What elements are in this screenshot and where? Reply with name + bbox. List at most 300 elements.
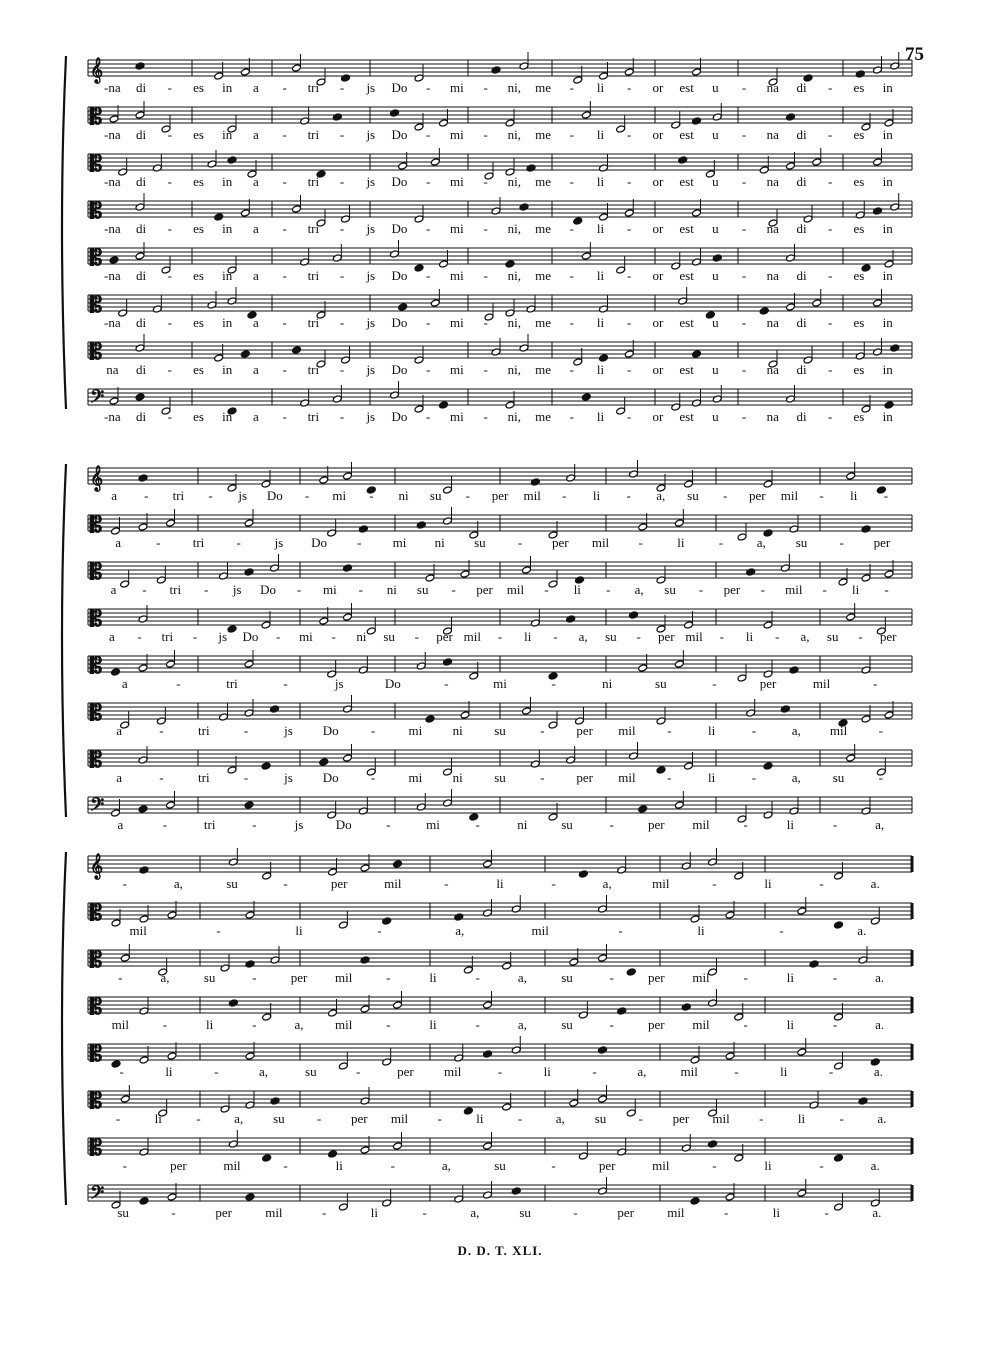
note-head xyxy=(439,401,449,409)
lyric-syllable: a. xyxy=(857,923,867,938)
note-head xyxy=(416,803,426,811)
lyric-syllable: - xyxy=(540,770,545,785)
lyric-syllable: a xyxy=(116,723,123,738)
lyric-syllable: in xyxy=(222,268,233,283)
note-head xyxy=(443,517,453,525)
staff xyxy=(88,895,912,938)
note-head xyxy=(220,964,230,972)
lyric-syllable: me xyxy=(535,362,552,377)
note-head xyxy=(214,354,224,362)
lyric-syllable: me xyxy=(535,221,552,236)
note-head xyxy=(734,872,744,880)
note-head xyxy=(382,1199,392,1207)
lyric-syllable: - xyxy=(142,582,147,597)
lyric-syllable: mil xyxy=(692,970,710,985)
note-head xyxy=(166,801,176,809)
lyric-syllable: - xyxy=(483,127,488,142)
lyric-syllable: mil xyxy=(618,723,636,738)
lyric-syllable: - xyxy=(760,582,766,597)
lyric-syllable: - xyxy=(698,582,704,597)
lyric-syllable: a xyxy=(253,362,259,377)
lyric-syllable: - xyxy=(627,221,632,236)
lyric-syllable: a xyxy=(253,127,259,142)
note-head xyxy=(240,350,250,358)
note-head xyxy=(890,344,900,352)
lyric-syllable: - xyxy=(465,488,471,503)
lyric-syllable: - xyxy=(741,127,747,142)
note-head xyxy=(656,717,666,725)
lyric-syllable: - xyxy=(282,268,287,283)
note-head xyxy=(846,754,856,762)
note-head xyxy=(416,521,426,529)
note-head xyxy=(734,1154,744,1162)
lyric-syllable: - xyxy=(159,770,164,785)
lyric-syllable: - xyxy=(741,174,747,189)
alto-clef-icon: 𝄡 xyxy=(90,104,103,130)
lyric-syllable: di xyxy=(796,268,807,283)
lyric-syllable: - xyxy=(282,362,287,377)
note-head xyxy=(138,474,148,482)
lyric-syllable: mil xyxy=(444,1064,462,1079)
lyric-syllable: - xyxy=(551,876,556,891)
lyric-syllable: - xyxy=(167,362,172,377)
lyric-syllable: - xyxy=(156,535,161,550)
note-head xyxy=(624,209,634,217)
note-head xyxy=(111,809,121,817)
lyric-syllable: - xyxy=(828,1064,834,1079)
lyric-syllable: su xyxy=(664,582,676,597)
lyric-syllable: me xyxy=(535,409,552,424)
lyric-syllable: - xyxy=(775,629,780,644)
note-head xyxy=(382,917,392,925)
lyric-syllable: li xyxy=(786,970,794,985)
note-head xyxy=(430,158,440,166)
lyric-syllable: ni xyxy=(386,582,397,597)
lyric-syllable: Do xyxy=(384,676,401,691)
lyric-syllable: su xyxy=(655,676,667,691)
note-head xyxy=(245,911,255,919)
lyric-line xyxy=(104,268,893,283)
lyric-syllable: ni, xyxy=(507,174,522,189)
note-head xyxy=(725,1052,735,1060)
lyric-syllable: per xyxy=(397,1064,414,1079)
lyric-syllable: mi xyxy=(408,770,423,785)
lyric-syllable: - xyxy=(282,127,287,142)
lyric-syllable: - xyxy=(569,80,574,95)
lyric-syllable: na xyxy=(766,268,779,283)
lyric-syllable: - xyxy=(276,629,281,644)
lyric-syllable: mi xyxy=(323,582,337,597)
note-head xyxy=(414,264,424,272)
lyric-syllable: - xyxy=(162,1017,168,1032)
note-head xyxy=(332,113,342,121)
note-head xyxy=(360,864,370,872)
lyric-syllable: tri xyxy=(226,676,238,691)
note-head xyxy=(139,1007,149,1015)
lyric-syllable: - xyxy=(497,629,503,644)
lyric-syllable: li xyxy=(596,409,605,424)
lyric-syllable: js xyxy=(334,676,344,691)
lyric-syllable: a, xyxy=(234,1111,244,1126)
lyric-syllable: - xyxy=(339,362,345,377)
tenor-clef-icon: 𝄡 xyxy=(90,947,103,973)
lyric-syllable: - xyxy=(828,80,833,95)
staff xyxy=(88,148,912,189)
note-head xyxy=(219,713,229,721)
lyric-syllable: mi xyxy=(408,723,423,738)
lyric-syllable: per xyxy=(215,1205,232,1220)
note-head xyxy=(439,260,449,268)
lyric-syllable: - xyxy=(832,817,838,832)
note-head xyxy=(884,570,894,578)
note-head xyxy=(227,766,237,774)
lyric-syllable: - xyxy=(618,923,623,938)
tenor-clef-icon: 𝄡 xyxy=(90,339,103,365)
note-head xyxy=(244,801,254,809)
lyric-syllable: - xyxy=(321,1205,327,1220)
lyric-syllable: u xyxy=(712,80,719,95)
lyric-syllable: - xyxy=(741,409,747,424)
note-head xyxy=(454,1195,464,1203)
lyric-syllable: - xyxy=(204,582,209,597)
lyric-syllable: a, xyxy=(578,629,588,644)
lyric-syllable: li xyxy=(154,1111,162,1126)
note-head xyxy=(884,711,894,719)
lyric-syllable: - xyxy=(339,315,345,330)
lyric-syllable: js xyxy=(274,535,284,550)
lyric-syllable: me xyxy=(535,127,552,142)
lyric-syllable: na xyxy=(766,174,779,189)
lyric-syllable: mil xyxy=(334,970,353,985)
note-head xyxy=(511,1046,521,1054)
lyric-syllable: su xyxy=(561,970,573,985)
staff xyxy=(88,650,912,691)
note-head xyxy=(463,966,473,974)
note-head xyxy=(240,209,250,217)
note-head xyxy=(725,911,735,919)
lyric-syllable: mil xyxy=(685,629,703,644)
lyric-syllable: li xyxy=(764,1158,772,1173)
note-head xyxy=(505,119,515,127)
note-head xyxy=(166,519,176,527)
lyric-syllable: Do xyxy=(391,315,408,330)
lyric-syllable: - xyxy=(444,676,449,691)
lyric-syllable: na xyxy=(766,315,779,330)
lyric-syllable: a, xyxy=(555,1111,565,1126)
note-head xyxy=(425,715,435,723)
lyric-syllable: tri xyxy=(307,80,320,95)
lyric-syllable: - xyxy=(475,1017,480,1032)
staff xyxy=(88,603,912,644)
tenor-clef-icon: 𝄡 xyxy=(90,1135,103,1161)
note-head xyxy=(690,1197,700,1205)
lyric-syllable: a, xyxy=(517,1017,527,1032)
lyric-syllable: a, xyxy=(602,876,612,891)
lyric-syllable: - xyxy=(283,1158,288,1173)
lyric-syllable: - xyxy=(252,817,257,832)
lyric-syllable: or xyxy=(652,221,664,236)
note-head xyxy=(861,525,871,533)
note-head xyxy=(522,566,532,574)
lyric-syllable: - xyxy=(339,80,345,95)
note-head xyxy=(138,805,148,813)
lyric-syllable: ni, xyxy=(507,268,522,283)
lyric-syllable: - xyxy=(304,488,310,503)
lyric-syllable: - xyxy=(282,221,287,236)
note-head xyxy=(737,674,747,682)
note-head xyxy=(270,956,280,964)
lyric-line xyxy=(130,923,867,938)
note-head xyxy=(578,1011,588,1019)
lyric-syllable: or xyxy=(652,409,664,424)
note-head xyxy=(598,905,608,913)
lyric-syllable: - xyxy=(569,127,574,142)
note-head xyxy=(502,1103,512,1111)
lyric-syllable: - xyxy=(422,1205,427,1220)
lyric-syllable: li xyxy=(797,1111,806,1126)
note-head xyxy=(135,111,145,119)
lyric-syllable: na xyxy=(766,409,779,424)
bass-clef-icon: 𝄢 xyxy=(90,386,105,412)
lyric-syllable: est xyxy=(679,80,694,95)
lyric-syllable: in xyxy=(222,409,233,424)
note-head xyxy=(617,866,627,874)
note-head xyxy=(789,525,799,533)
lyric-syllable: di xyxy=(136,221,147,236)
bass-clef-icon: 𝄢 xyxy=(90,794,105,820)
lyric-syllable: di xyxy=(136,315,147,330)
lyric-syllable: es xyxy=(853,315,865,330)
lyric-syllable: per xyxy=(476,582,493,597)
note-head xyxy=(712,113,722,121)
note-head xyxy=(390,250,400,258)
lyric-syllable: tri xyxy=(307,174,320,189)
lyric-syllable: di xyxy=(136,174,147,189)
lyric-syllable: - xyxy=(483,268,488,283)
lyric-syllable: es xyxy=(193,315,204,330)
lyric-syllable: - xyxy=(609,817,614,832)
lyric-syllable: - xyxy=(569,362,574,377)
lyric-syllable: - xyxy=(544,582,549,597)
lyric-syllable: - xyxy=(167,221,172,236)
lyric-syllable: - xyxy=(483,80,488,95)
note-head xyxy=(789,807,799,815)
lyric-syllable: Do xyxy=(322,770,339,785)
lyric-syllable: - xyxy=(426,362,431,377)
lyric-syllable: per xyxy=(491,488,509,503)
lyric-syllable: - xyxy=(426,127,431,142)
lyric-syllable: mi xyxy=(426,817,440,832)
note-head xyxy=(227,484,237,492)
note-head xyxy=(139,915,149,923)
note-head xyxy=(414,123,424,131)
alto-clef-icon: 𝄡 xyxy=(90,900,103,926)
lyric-syllable: a xyxy=(108,629,115,644)
lyric-syllable: di xyxy=(796,409,807,424)
note-head xyxy=(109,115,119,123)
lyric-syllable: per xyxy=(436,629,453,644)
lyric-syllable: - xyxy=(282,315,287,330)
lyric-syllable: - xyxy=(118,970,123,985)
lyric-syllable: - xyxy=(122,876,127,891)
lyric-syllable: tri xyxy=(307,409,320,424)
note-head xyxy=(861,666,871,674)
note-head xyxy=(780,705,790,713)
lyric-syllable: - xyxy=(627,174,632,189)
lyric-syllable: -na xyxy=(104,221,121,236)
lyric-syllable: in xyxy=(882,221,893,236)
lyric-syllable: - xyxy=(667,770,672,785)
lyric-syllable: js xyxy=(366,80,376,95)
lyric-syllable: a. xyxy=(873,1064,883,1079)
note-head xyxy=(139,1148,149,1156)
lyric-syllable: - xyxy=(243,723,249,738)
note-head xyxy=(240,68,250,76)
lyric-syllable: in xyxy=(222,127,233,142)
lyric-syllable: su xyxy=(494,770,506,785)
lyric-syllable: a xyxy=(115,535,121,550)
lyric-syllable: - xyxy=(282,409,287,424)
note-head xyxy=(167,1193,177,1201)
lyric-syllable: - xyxy=(569,221,574,236)
note-head xyxy=(483,860,493,868)
lyric-syllable: Do xyxy=(311,535,328,550)
lyric-syllable: mi xyxy=(450,268,464,283)
note-head xyxy=(598,954,608,962)
lyric-syllable: su xyxy=(474,535,486,550)
lyric-syllable: ni, xyxy=(507,409,522,424)
staff xyxy=(88,52,912,95)
lyric-syllable: per xyxy=(672,1111,690,1126)
note-head xyxy=(360,1146,370,1154)
lyric-syllable: - xyxy=(627,268,632,283)
lyric-syllable: - xyxy=(414,629,419,644)
note-head xyxy=(548,813,558,821)
lyric-syllable: - xyxy=(483,409,488,424)
lyric-syllable: - xyxy=(208,488,213,503)
note-head xyxy=(692,117,702,125)
lyric-syllable: ni, xyxy=(507,362,522,377)
note-head xyxy=(638,523,648,531)
lyric-syllable: js xyxy=(366,221,376,236)
lyric-syllable: - xyxy=(167,127,172,142)
note-head xyxy=(332,395,342,403)
lyric-syllable: a, xyxy=(791,770,801,785)
note-head xyxy=(328,1150,338,1158)
lyric-syllable: - xyxy=(751,770,757,785)
score-system xyxy=(62,52,912,424)
note-head xyxy=(846,472,856,480)
staff xyxy=(88,554,912,597)
lyric-syllable: es xyxy=(193,268,204,283)
note-head xyxy=(167,911,177,919)
treble-clef-icon: 𝄞 xyxy=(90,57,104,83)
note-head xyxy=(319,758,329,766)
lyric-syllable: li xyxy=(780,1064,788,1079)
lyric-syllable: li xyxy=(596,268,605,283)
note-head xyxy=(382,1058,392,1066)
note-head xyxy=(227,625,237,633)
note-head xyxy=(569,1099,579,1107)
note-head xyxy=(812,158,822,166)
lyric-syllable: - xyxy=(282,80,287,95)
lyric-syllable: mil xyxy=(618,770,636,785)
lyric-syllable: li xyxy=(850,488,858,503)
lyric-syllable: mil xyxy=(390,1111,409,1126)
note-head xyxy=(797,907,807,915)
lyric-syllable: mil xyxy=(531,923,549,938)
lyric-syllable: or xyxy=(652,315,664,330)
staff xyxy=(88,1177,912,1220)
lyric-syllable: u xyxy=(712,315,719,330)
note-head xyxy=(519,344,529,352)
lyric-syllable: - xyxy=(819,876,824,891)
lyric-syllable: mil xyxy=(463,629,481,644)
note-head xyxy=(629,470,639,478)
note-head xyxy=(684,480,694,488)
note-head xyxy=(292,205,302,213)
lyric-syllable: mi xyxy=(450,127,464,142)
lyric-syllable: mil xyxy=(223,1158,241,1173)
score-system xyxy=(62,848,912,1220)
note-head xyxy=(708,1140,718,1148)
note-head xyxy=(692,258,702,266)
lyric-syllable: a. xyxy=(877,1111,887,1126)
lyric-syllable: - xyxy=(296,582,302,597)
lyric-syllable: per xyxy=(290,970,308,985)
lyric-syllable: - xyxy=(819,1158,824,1173)
note-head xyxy=(616,266,626,274)
note-head xyxy=(861,807,871,815)
lyric-syllable: li xyxy=(543,1064,551,1079)
lyric-syllable: Do xyxy=(391,127,408,142)
lyric-syllable: - xyxy=(759,1111,764,1126)
lyric-syllable: in xyxy=(222,174,233,189)
lyric-syllable: di xyxy=(796,315,807,330)
lyric-syllable: - xyxy=(283,876,288,891)
lyric-syllable: es xyxy=(853,268,865,283)
lyric-syllable: mil xyxy=(384,876,402,891)
lyric-line xyxy=(115,535,891,550)
lyric-line xyxy=(104,174,893,189)
note-head xyxy=(261,480,271,488)
lyric-syllable: - xyxy=(171,1205,176,1220)
lyric-line xyxy=(112,1017,885,1032)
note-head xyxy=(858,1097,868,1105)
lyric-syllable: - xyxy=(386,1017,391,1032)
note-head xyxy=(502,962,512,970)
lyric-syllable: es xyxy=(853,362,865,377)
lyric-line xyxy=(104,221,893,236)
note-head xyxy=(746,568,756,576)
note-head xyxy=(725,1193,735,1201)
note-head xyxy=(812,299,822,307)
lyric-syllable: - xyxy=(283,676,288,691)
note-head xyxy=(414,405,424,413)
note-head xyxy=(684,621,694,629)
note-head xyxy=(483,1050,493,1058)
lyric-syllable: - xyxy=(779,923,784,938)
note-head xyxy=(443,768,453,776)
note-head xyxy=(629,611,639,619)
lyric-syllable: mil xyxy=(652,876,670,891)
lyric-syllable: - xyxy=(426,221,431,236)
note-head xyxy=(692,68,702,76)
note-head xyxy=(581,111,591,119)
lyric-syllable: su xyxy=(832,770,845,785)
lyric-syllable: - xyxy=(819,488,824,503)
note-head xyxy=(343,754,353,762)
